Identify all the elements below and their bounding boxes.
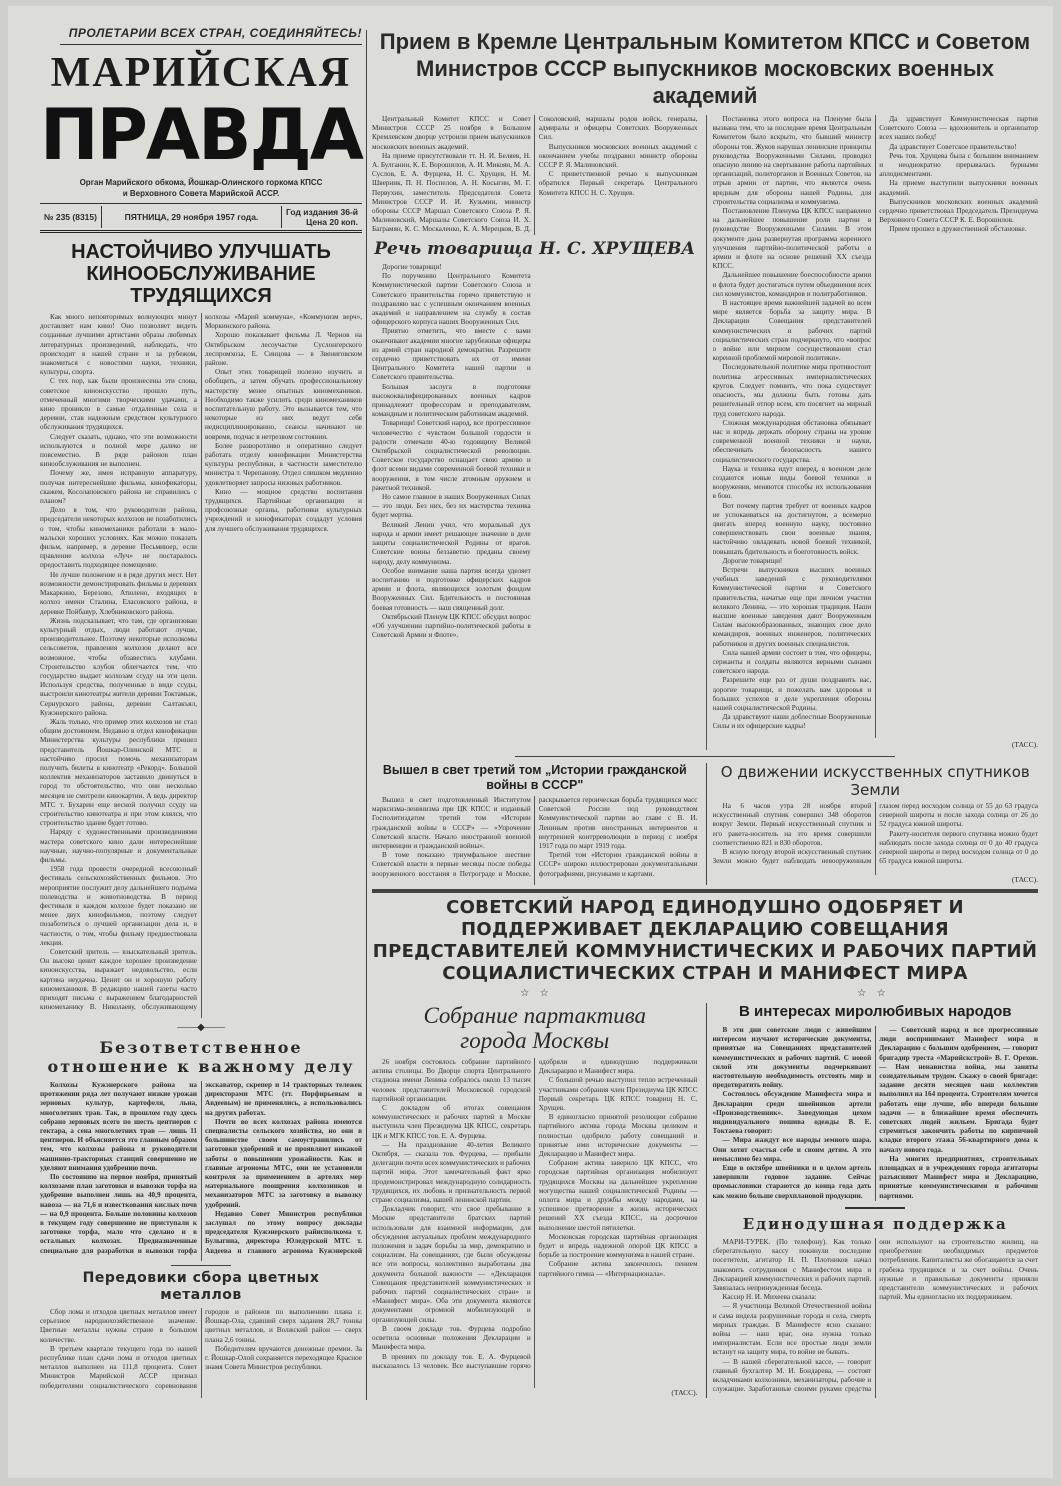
paragraph: Третий том «Истории гражданской войны в СССР» широко иллюстрирован документальными фотографиями, рисунками и картами. <box>538 851 698 878</box>
paragraph: Да здравствует Советское правительство! <box>889 142 1017 151</box>
paragraph: Дальнейшее повышение боеспособности армии и флота будет достигаться путем объединения всех сил коммунистов, командиров и политработников. <box>712 271 872 298</box>
column-rule <box>366 30 367 1400</box>
paragraph: — Я участница Великой Отечественной войны и сама видела разрушенные города и села, смерть мирных граждан. В Манифесте ясно сказано: война — наш враг, она нужна только империалистам. Если все простые люди земли встанут на защиту мира, то войне не бывать. <box>712 1302 872 1357</box>
speech-body-a <box>372 263 698 750</box>
star-row <box>372 987 1038 1001</box>
unanimous-support-body <box>713 1238 1039 1398</box>
paragraph: Кино — мощное средство воспитания трудящихся. Партийные организации и профсоюзные органы, работники культурных учреждений и кинофикаторах создадут условия для лучшего обслуживания трудящихся. <box>205 487 362 533</box>
newspaper-title-line1: МАРИЙСКАЯ <box>50 50 352 96</box>
paragraph: На приеме выступили выпускники военных академий. <box>879 179 1038 197</box>
paragraph: В эти дни советские люди с живейшим интересом изучают исторические документы, принятые на Совещаниях представителей коммунистических и рабочих партий. С новой силой эти документы подчеркивают настоятельную необходимость отстоять мир и предотвратить войну. <box>712 1026 872 1090</box>
moscow-meeting-headline <box>372 1003 698 1053</box>
paragraph: Докладчик говорит, что свое пребывание в Москве представители братских партий использовали для взаимной информации, для обсуждения актуальных проблем международного положения и задач борьбы за мир, демократию и социализм. На совещаниях, где были обсуждены все эти вопросы, коллективно выработаны два документа большой важности — «Декларация Совещания представителей коммунистических и рабочих партий социалистических стран» и «Манифест мира». Оба эти документа являются документами огромной мобилизующей и организующей силы. <box>372 1205 531 1324</box>
paragraph: 1958 года провести очередной всесоюзный фестиваль сельскохозяйственных фильмов. Это мероприятие послужит делу дальнейшего подъема полеводства и животноводства. В период фестиваля в каждом колхозе будет показано не менее двух кинофильмов, поэтому следует позаботиться о лучшей организации дела и, в частности, о том, чтобы фильму предшествовала лекция. <box>40 865 197 947</box>
paragraph: С докладом об итогах совещания коммунистических и рабочих партий в Москве выступила член Президиума ЦК КПСС, секретарь ЦК и МГК КПСС тов. Е. А. Фурцева. <box>372 1104 531 1140</box>
ornament-divider <box>40 1022 362 1034</box>
paragraph: Постановка этого вопроса на Пленуме была вызвана тем, что за последнее время Центральным Комитетом было вскрыто, что бывший министр обороны тов. Жуков нарушал ленинские принципы руководства Вооруженными Силами, проводил опасную линию на свертывание работы партийных организаций, политорганов и Военных Советов, на отрыв армии от партии, что является очень вредным для обороны нашей Родины, для строительства социализма и коммунизма. <box>712 115 872 206</box>
star-ornament: ☆ ☆ <box>857 988 890 999</box>
paragraph: Дело в том, что руководители района, председатели некоторых колхозов не позаботились о том, чтобы киномеханики работали в мало-мальски хороших условиях. Как можно показать фильм, например, в деревне Песьмиюер, если правление колхоза «Луч» не постаралось предоставить подходящее помещение. <box>40 506 197 570</box>
paragraph: Хорошо показывает фильмы Л. Чернов на Октябрьском лесоучастке Суслонгерского леспромхоза, Е. Синцова — в Звениговском районе. <box>205 331 362 368</box>
paragraph: По поручению Центрального Комитета Коммунистической партии Советского Союза и Советского правительства горячо приветствую и поздравляю вас с успешным окончанием военных академий и направлением на службу в состав офицерского корпуса наших Вооруженных Сил. <box>372 272 531 327</box>
moscow-meeting-source: (ТАСС). <box>671 1388 698 1397</box>
paragraph: Колхозы Кужэнерского района на протяжении ряда лет получают низкие урожаи зерновых культур, картофеля, льна, многолетних трав. Так, в прошлом году здесь собрано зерновых всего по шесть центнеров с гектара, а сена многолетних трав — лишь 11 центнеров. И объясняется это главным образом тем, что колхозы района и руководители машинно-тракторных станций совершенно не уделяют внимания удобрению почв. <box>40 1081 197 1172</box>
irresponsible-body <box>40 1081 362 1261</box>
paragraph: Наряду с художественными произведениями мастера советского кино дали интереснейшие научные, научно-популярные и документальные фильмы. <box>40 828 197 864</box>
paragraph: Не лучше положение и в ряде других мест. Нет возможности демонстрировать фильмы в деревнях Макаркино, Березово, Атюлено, входящих в колхоз имени Сталина, Еласовского района, в деревне Пойбавур, Хлебниковского района. <box>40 570 197 616</box>
paragraph: Собрание актива заверило ЦК КПСС, что городская партийная организация мобилизует трудящихся Москвы на дальнейшее укрепление могущества нашей социалистической Родины — оплота мира и дружбы между народами, на успешное претворение в жизнь исторических решений XX съезда КПСС, на досрочное выполнение шестой пятилетки. <box>538 1159 698 1232</box>
paragraph: Жаль только, что пример этих колхозов не стал общим достоянием. Недавно в отдел кинофикации Министерства культуры республики пришел представитель Йошкар-Олинской МТС и настойчиво просил помочь механизаторам получить билеты в кинотеатр «Рекорд». Большой коллектив механизаторов заставило двинуться в город то обстоятельство, что они несколько месяцев не смотрели кинокартин. А ведь директор МТС т. Бухарин еще весной получил ссуду на строительство кинотеатра и при этом клялся, что строительство здание будет готово. <box>40 717 197 828</box>
history-body <box>372 796 698 885</box>
paragraph: Недавно Совет Министров республики заслушал по этому вопросу доклады председателя Кужэнерского райисполкома т. Булыгина, директора Юледурской МТС т. Авдеева и главного агронома Кужэнерской <box>205 1209 362 1255</box>
slogan: ПРОЛЕТАРИИ ВСЕХ СТРАН, СОЕДИНЯЙТЕСЬ! <box>60 26 362 45</box>
paragraph: Ракету-носителя первого спутника можно будет наблюдать после захода солнца от 0 до 40 градуса северной широты и перед восходом солнца от 0 до 65 градуса южной широты. <box>879 829 1038 866</box>
kremlin-body <box>372 115 698 235</box>
speech-headline: Речь товарища Н. С. ХРУЩЕВА <box>374 239 696 259</box>
headline-line: Собрание партактива <box>423 1003 647 1028</box>
star-ornament: ☆ ☆ <box>520 988 553 999</box>
paragraph: Разрешите еще раз от души поздравить вас, дорогие товарищи, и пожелать вам здоровья и больших успехов в деле укрепления обороны нашей социалистической Родины. <box>712 676 872 712</box>
paragraph: Собрание актива закончилось пением партийного гимна — «Интернационала». <box>538 1260 698 1278</box>
paragraph: Вот почему партия требует от военных кадров не успокаиваться на достигнутом, а всемерно двигать вперед военную науку, постоянно совершенствовать свои военные знания, настойчиво овладевать новой боевой техникой, повышать бдительность и боеготовность войск. <box>712 501 872 556</box>
kremlin-source: (ТАСС). <box>1011 740 1038 749</box>
paragraph: На приеме присутствовали тт. Н. И. Беляев, Н. А. Булганин, К. Е. Ворошилов, А. И. Микоян, М. А. Суслов, Е. А. Фурцева, Н. С. Хрущев, Н. М. Шверник, П. Н. Поспелов, А. Н. Косыгин, М. Г. Первухин, заместитель Председателя Совета Министров СССР И. И. Кузьмин, министр обороны СССР Маршал Советского Союза Р. Я. Малиновский, Маршалы Советского Союза И. Х. Баграмян, К. С. Москаленко, К. А. Мерецков, В. Д. Соколовский, маршалы родов войск, генералы, адмиралы и офицеры Советских Вооруженных Сил. <box>372 115 698 234</box>
paragraph: Встречи выпускников высших военных учебных заведений с руководителями Коммунистической партии и Советского правительства, начатые еще при личном участии великого Ленина, — это хорошая традиция. Наши высшие военные заведения дают Вооруженным Силам высокообразованных, знающих свое дело командиров, военных инженеров, политических работников и других военных специалистов. <box>712 565 872 648</box>
editorial-body <box>40 313 362 1018</box>
paragraph: — Советский народ и все прогрессивные люди воспринимают Манифест мира и Декларацию с большим одобрением, — говорит бригадир треста «Марийскстрой» В. Г. Орехов. — Нам ненавистна война, мы заняты созидательным трудом. Скажу о своей бригаде: задание десяти месяцев наш коллектив выполнил на 164 процента. Строителям хочется работать еще лучше, ибо впереди большие задачи — в ближайшее время обеспечить советских людей жильем. Бригада будет стремиться закончить работы по кирпичной кладке второго этажа 56-квартирного дома к началу нового года. <box>879 1026 1038 1154</box>
paragraph: МАРИ-ТУРЕК. (По телефону). Как только сберегательную кассу покинули последние посетители, агитатор Н. П. Плотников начал знакомить сотрудников с Манифестом мира и Декларацией коммунистических и рабочих партий. Завязалась непринужденная беседа. <box>712 1238 872 1293</box>
paragraph: Последовательной политике мира противостоит политика агрессивных империалистических кругов. Следует помнить, что пока существует опасность, мы должны быть готовы дать решительный отпор всем, кто посягнет на мирный труд советского народа. <box>712 363 872 418</box>
paragraph: С большой речью выступил тепло встреченный участниками собрания член Президиума ЦК КПСС Первый секретарь ЦК КПСС товарищ Н. С. Хрущев. <box>538 1076 698 1113</box>
paragraph: В своем докладе тов. Фурцева подробно осветила основные положения Декларации и Манифеста мира. <box>372 1324 531 1352</box>
irresponsible-headline: Безответственное отношение к важному делу <box>47 1038 355 1076</box>
left-column-region <box>40 26 362 1398</box>
paragraph: Кассир Н. И. Михеева сказала: <box>722 1293 817 1302</box>
paragraph: Сбор лома и отходов цветных металлов имеет серьезное народнохозяйственное значение. Цветные металлы нужны стране в большом количестве. <box>40 1308 197 1344</box>
declaration-banner-headline: СОВЕТСКИЙ НАРОД ЕДИНОДУШНО ОДОБРЯЕТ И ПОДДЕРЖИВАЕТ ДЕКЛАРАЦИЮ СОВЕЩАНИЯ ПРЕДСТАВИТЕЛЕЙ КОММУНИСТИЧЕСКИХ И РАБОЧИХ ПАРТИЙ СОЦИАЛИСТИЧЕСКИХ СТРАН И МАНИФЕСТ МИРА <box>372 897 1038 984</box>
right-column-region <box>372 28 1038 1398</box>
paragraph: Почему же, имея исправную аппаратуру, получая интереснейшие фильмы, кинофикаторы, скажем, Косолаповского района не справились с планом? <box>40 469 197 506</box>
paragraph: — На празднование 40-летия Великого Октября, — сказала тов. Фурцева, — прибыли делегации почти всех коммунистических и рабочих партий мира. Этот замечательный факт ярко продемонстрировал международную солидарность трудящихся, их любовь и признательность первой стране социализма, нашей ленинской партии. <box>372 1140 531 1205</box>
news-row <box>372 763 1038 885</box>
kremlin-section <box>372 115 1038 750</box>
paragraph: Почти во всех колхозах района имеются специалисты сельского хозяйства, но они в большинстве своем самоустранились от заготовки удобрений и не проявляют никакой заботы о повышении урожайности. Как и главные агрономы МТС, они не установили контроля за применением в артелях мер материального поощрения колхозников и механизаторов МТС за заготовку и вывозку удобрений. <box>205 1117 362 1209</box>
divider <box>171 1265 231 1266</box>
price: Цена 20 коп. <box>306 217 358 227</box>
issue-info-bar <box>40 203 362 233</box>
paragraph: Жизнь подсказывает, что там, где организован культурный отдых, люди работают лучше, производительнее. Поэтому некоторые исполкомы сельсоветов, правления колхозов делают все возможное, чтобы обзавестись клубами. Строительство клубов облегчается тем, что государство выдает колхозам ссуду на эти цели. Используя средства, полученные в виде ссуды, выстроили кинотеатры жители деревни Токтамыж, Сернурского района, деревни Салтакъял, Кужэнерского района. <box>40 616 197 717</box>
divider <box>515 756 895 757</box>
paragraph: Да здравствуют наши доблестные Вооруженные Силы и их офицерские кадры! <box>712 713 872 731</box>
paragraph: Выпускников московских военных академий сердечно приветствовал Председатель Президиума Верховного Совета СССР К. Е. Ворошилов. <box>879 197 1038 225</box>
paragraph: Да здравствует Коммунистическая партия Советского Союза — вдохновитель и организатор всех наших побед! <box>879 115 1038 142</box>
paragraph: Большая заслуга в подготовке высококвалифицированных военных кадров принадлежит профессорам и преподавателям, командным и политическим работникам академий. <box>372 382 531 419</box>
paragraph: В томе показано триумфальное шествие Советской власти в первые месяцы после победы вооруженного восстания в Петрограде и Москве, раскрывается героическая борьба трудящихся масс Советской России под руководством Коммунистической партии во главе с В. И. Лениным против иностранных интервентов и внутренней контрреволюции в период с ноября 1917 года по март 1919 года. <box>372 796 698 878</box>
paragraph: Центральный Комитет КПСС и Совет Министров СССР 25 ноября в Большом Кремлевском дворце устроили прием выпускников московских военных академий. <box>372 115 531 151</box>
satellites-headline: О движении искусственных спутников Земли <box>720 763 1030 799</box>
newspaper-title-line2: ПРАВДА <box>40 94 362 176</box>
kremlin-headline: Прием в Кремле Центральным Комитетом КПСС и Советом Министров СССР выпускников московских военных академий <box>379 29 1031 108</box>
ornament-icon: ——◆—— <box>177 1022 225 1033</box>
paragraph: Как много неповторимых волнующих минут доставляет нам кино! Оно позволяет видеть созданные лучшими артистами образы любимых литературных произведений, наблюдать, что происходит в нашей стране и за рубежом, знакомиться с новостями науки, техники, культуры, спорта. <box>40 313 197 377</box>
paragraph: На многих предприятиях, строительных площадках и в учреждениях города агитаторы разъясняют Манифест мира и Декларацию, принятые коммунистическими и рабочими партиями. <box>879 1154 1038 1200</box>
paragraph: Великий Ленин учил, что моральный дух народа и армии имеет решающее значение в деле защиты социалистической Родины от врагов. Советские воины беззаветно преданы своему народу, делу коммунизма. <box>372 520 531 566</box>
paragraph: — В нашей сберегательной кассе, — говорит главный бухгалтер М. И. Бондарева, — состоят вкладчиками колхозники, механизаторы, рабочие и служащие. Заработанные своими руками средства они используют на строительство жилищ, на приобретение необходимых предметов потребления. Капиталисты же обогащаются за счет грабежа трудящихся и за счет войны. Очень нужные и правильные документы приняли представители коммунистических и рабочих партий. Мы единогласно их поддерживаем. <box>712 1238 1038 1394</box>
paragraph: В третьем квартале текущего года по нашей республике план сдачи лома и отходов цветных металлов выполнен на 111,8 процента. Совет Министров Марийской АССР признал победителями социалистического соревнования городов и районов по выполнению плана г. Йошкар-Ола, сдавший сверх задания 28,7 тонны цветных металлов, и Волжский район — сверх плана 2,6 тонны. <box>40 1308 362 1390</box>
paragraph: Опыт этих товарищей полезно изучить и обобщить, а затем обучать профессиональному мастерству менее опытных киномехаников. Необходимо также усилить среди киномехаников воспитательную работу. Это вызывается тем, что некоторые из них ведут себя недисциплинированно, сеансы начинают не вовремя, подчас в нетрезвом состоянии. <box>205 368 362 441</box>
unanimous-support-headline: Единодушная поддержка <box>742 1215 1008 1233</box>
paragraph: Более разворотливо и оперативно следует работать отделу кинофикации Министерства культуры республики, в частности заместителю министра т. Черепанову. Отдел слишком медленно удовлетворяет запросы низовых работников. <box>205 441 362 487</box>
metals-headline: Передовики сбора цветных металлов <box>82 1270 320 1303</box>
paragraph: С тех пор, как были произнесены эти слова, советское киноискусство прошло путь, отмеченный многими творческими удачами, а кино проникло в самые отдаленные села и деревни, став надежным средством культурного обслуживания трудящихся. <box>40 377 197 432</box>
paragraph: Сила нашей армии состоит в том, что офицеры, сержанты и солдаты являются верными сынами советского народа. <box>712 648 872 676</box>
paragraph: — Мира жаждут все народы земного шара. Они хотят счастья себе и своим детям. А это немыслимо без мира. <box>712 1136 872 1163</box>
paragraph: Дорогие товарищи! <box>382 263 442 271</box>
paragraph: Состоялось обсуждение Манифеста мира и Декларации среди швейников артели «Производственник». Заведующая цехом индивидуального пошива одежды В. Е. Токтаева говорит: <box>712 1090 872 1136</box>
divider <box>845 1207 905 1209</box>
issue-date: ПЯТНИЦА, 29 ноября 1957 года. <box>124 212 259 222</box>
peace-interests-body <box>713 1026 1039 1201</box>
editorial-headline: НАСТОЙЧИВО УЛУЧШАТЬ КИНООБСЛУЖИВАНИЕ ТРУДЯЩИХСЯ <box>71 241 331 307</box>
declaration-section <box>372 1003 1038 1398</box>
paragraph: Следует сказать, однако, что эти возможности используются в полной мере далеко не повсеместно. В ряде районов план кинообслуживания не выполнен. <box>40 432 197 469</box>
metals-body <box>40 1308 362 1398</box>
paragraph: 26 ноября состоялось собрание партийного актива столицы. Во Дворце спорта Центрального стадиона имени Ленина собралось около 13 тысяч человек представителей Московской городской партийной организации. <box>372 1058 531 1103</box>
paragraph: Московская городская партийная организация будет и впредь надежной опорой ЦК КПСС в борьбе за построение коммунизма в нашей стране. <box>538 1232 698 1260</box>
paragraph: Товарищи! Советский народ, все прогрессивное человечество с чувством большой гордости и радости отмечали 40-ю годовщину Великой Октябрьской социалистической революции. Советское государство оснащает свою армию и флот всеми видами современной боевой техники и вооружения, в том числе атомным оружием и ракетной техникой. <box>372 419 531 492</box>
paragraph: Постановление Пленума ЦК КПСС направлено на дальнейшее повышение роли партии в руководстве Вооруженными Силами. В этом документе дана развернутая программа коренного улучшения партийно-политической работы в армии и флоте на основе решений XX съезда КПСС. <box>712 207 872 271</box>
paragraph: Прием прошел в дружественной обстановке. <box>889 225 1027 234</box>
paragraph: Еще в октябре швейники и в целом артель завершили годовое задание. Сейчас промысловики стараются до конца года дать как можно больше сверхплановой продукции. <box>712 1164 872 1200</box>
moscow-meeting-body <box>372 1058 698 1388</box>
paragraph: В настоящее время важнейшей задачей во всем мире является борьба за защиту мира. В Декларации Совещания представителей коммунистических и рабочих партий социалистических стран подчеркнуто, что «вопрос о войне или мирном сосуществовании стал коренной проблемой мировой политики». <box>712 299 872 363</box>
paragraph: Дорогие товарищи! <box>722 556 783 565</box>
paragraph: Октябрьский Пленум ЦК КПСС обсудил вопрос «Об улучшении партийно-политической работы в Советской Армии и Флоте». <box>372 612 531 640</box>
speech-body-b <box>713 115 1039 738</box>
paragraph: Речь тов. Хрущева была с большим вниманием и неоднократно прерывалась бурными аплодисментами. <box>879 151 1038 179</box>
history-headline: Вышел в свет третий том „Истории гражданской войны в СССР" <box>382 763 687 792</box>
paragraph: В ясную погоду второй искусственный спутник Земли можно будет наблюдать невооруженным глазом перед восходом солнца от 55 до 63 градуса северной широты и после захода солнца от 26 до 52 градуса южной широты. <box>712 802 1038 866</box>
paragraph: В прениях по докладу тов. Е. А. Фурцевой высказалось 13 человек. Все выступавшие горячо одобряли и единодушно поддерживали Декларацию и Манифест мира. <box>372 1058 698 1370</box>
peace-interests-headline: В интересах миролюбивых народов <box>738 1003 1012 1020</box>
paragraph: На 6 часов утра 28 ноября второй искусственный спутник совершил 348 оборотов вокруг Земли. Первый искусственный спутник и его ракета-носитель на это время совершили соответственно 821 и 830 оборотов. <box>712 802 872 847</box>
paragraph: В единогласно принятой резолюции собрание партийного актива города Москвы целиком и полностью одобрило работу совещаний и принятые ими исторические документы — Декларацию и Манифест мира. <box>538 1113 698 1159</box>
headline-line: города Москвы <box>460 1028 610 1053</box>
issue-number: № 235 (8315) <box>44 212 97 222</box>
publication-year: Год издания 36-й <box>286 207 358 217</box>
paragraph: Вышел в свет подготовленный Институтом марксизма-ленинизма при ЦК КПСС и изданный Госполитиздатом третий том «Истории гражданской войны в СССР» — «Упрочение Советской власти. Начало иностранной военной интервенции и гражданской войны». <box>372 796 531 851</box>
paragraph: Наука и техника идут вперед, в военном деле создаются новые виды боевой техники и вооружения, меняются способы их использования в бою. <box>712 464 872 501</box>
thick-rule <box>372 889 1038 893</box>
paragraph: По состоянию на первое ноября, принятый колхозами план заготовки и вывозки торфа на удобрение выполнен лишь на 40,9 процента, навоза — на 71,6 и известкования кислых почв — на 0,9 процента. Больше половины колхозов в текущем году совершенно не приступали к заготовке торфа, мало что сделано и в остальных колхозах. Предназначенные специально для разработки и вывозки торфа экскаватор, скрепер и 14 тракторных тележек директорами МТС (тт. Порфирьевым и Авдеевым) не применялись, а использовались на других работах. <box>40 1081 362 1255</box>
paragraph: Приятно отметить, что вместе с вами оканчивают академии многие зарубежные офицеры из армий стран народной демократии. Разрешите сердечно приветствовать их от имени Центрального Комитета нашей партии и Советского правительства. <box>372 327 531 382</box>
paragraph: Сложная международная обстановка обязывает нас и впредь держать оборону страны на уровне современной военной техники и науки, обеспечивать безопасность нашего социалистического государства. <box>712 418 872 464</box>
satellites-source: (ТАСС). <box>1011 875 1038 884</box>
publisher-line: Орган Марийского обкома, Йошкар-Олинского горкома КПСС и Верховного Совета Марийской АССР. <box>79 178 323 198</box>
satellites-body <box>713 802 1039 875</box>
paragraph: Выпускников московских военных академий с окончанием учебы поздравил министр обороны СССР Р. Я. Малиновский. <box>538 142 698 170</box>
paragraph: Победителям вручаются денежные премии. За г. Йошкар-Олой сохраняется переходящее Красное знамя Совета Министров республики. <box>205 1344 362 1372</box>
paragraph: Но самое главное в наших Вооруженных Силах — это люди. Без них, без их мастерства техника будет мертва. <box>372 493 531 520</box>
paragraph: Особое внимание наша партия всегда уделяет воспитанию и подготовке офицерских кадров армии и флота, являющихся золотым фондом Вооруженных Сил. Бдительность и постоянная боевая готовность — наш священный долг. <box>372 566 531 612</box>
paragraph: Советский зритель — взыскательный зритель. Он высоко ценит каждое хорошее произведение киноискусства, выражает недовольство, если картина неудачна. Ценит он и хорошую работу киномехаников. В редакцию нашей газеты часто приходят письма с выражением благодарностей киномеханику В. Николаеву, обслуживающему колхозы «Марий коммуна», «Коммунизм верч», Моркинского района. <box>40 313 362 1012</box>
paragraph: С приветственной речью к выпускникам обратился Первый секретарь Центрального Комитета КПСС Н. С. Хрущев. <box>538 170 698 197</box>
